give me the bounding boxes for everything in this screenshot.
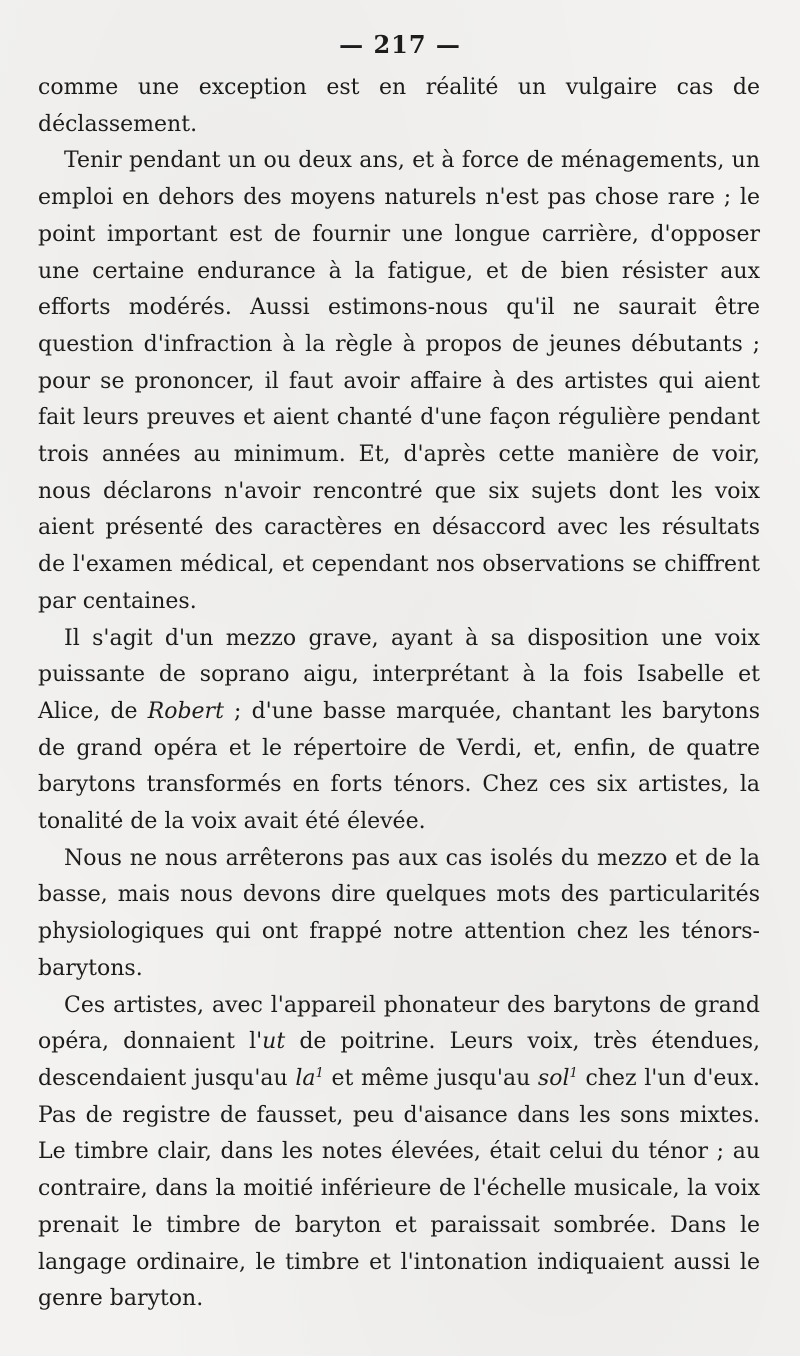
paragraph-5-text-b: de poitrine. Leurs voix, très étendues, descendaient jusqu'au [38,1029,760,1091]
paragraph-5-text-a: Ces artistes, avec l'appareil phonateur des barytons de grand opéra, donnaient l' [38,992,760,1055]
italic-ut: ut [262,1029,286,1055]
page-number: — 217 — [339,30,461,59]
italic-robert: Robert [147,698,224,724]
paragraph-3-text-a: Il s'agit d'un mezzo grave, ayant à sa disposition une voix puissante de soprano aigu, interprétant à la fois Isabelle et Alice, de [38,625,760,724]
superscript-la: 1 [315,1065,324,1081]
paragraph-5 [38,988,760,1318]
italic-la: la [295,1065,316,1091]
paragraph-5-text-c: et même jusqu'au [323,1065,538,1091]
paragraph-5-text-d: chez l'un d'eux. Pas de registre de fausset, peu d'aisance dans les sons mixtes. Le timbre clair, dans les notes élevées, était celui du ténor ; au contraire, dans la moitié inférieure de l'échelle musicale, la voix prenait le timbre de baryton et paraissait sombrée. Dans le langage ordinaire, le timbre et l'intonation indiquaient aussi le genre baryton. [38,1065,760,1312]
body-text [38,70,760,1318]
paragraph-1: comme une exception est en réalité un vulgaire cas de déclassement. [38,75,760,137]
paragraph-4: Nous ne nous arrêterons pas aux cas isolés du mezzo et de la basse, mais nous devons dire quelques mots des particularités physiologiques qui ont frappé notre attention chez les ténors-barytons. [38,845,760,981]
paragraph-2: Tenir pendant un ou deux ans, et à force de ménagements, un emploi en dehors des moyens naturels n'est pas chose rare ; le point important est de fournir une longue carrière, d'opposer une certaine endurance à la fatigue, et de bien résister aux efforts modérés. Aussi estimons-nous qu'il ne saurait être question d'infraction à la règle à propos de jeunes débutants ; pour se prononcer, il faut avoir affaire à des artistes qui aient fait leurs preuves et aient chanté d'une façon régulière pendant trois années au minimum. Et, d'après cette manière de voir, nous déclarons n'avoir rencontré que six sujets dont les voix aient présenté des caractères en désaccord avec les résultats de l'examen médical, et cependant nos observations se chiffrent par centaines. [38,148,760,614]
paragraph-3 [38,621,760,841]
superscript-sol: 1 [569,1065,578,1081]
italic-sol: sol [537,1065,570,1091]
paragraph-3-text-b: ; d'une basse marquée, chantant les barytons de grand opéra et le répertoire de Verdi, et, enfin, de quatre barytons transformés en forts ténors. Chez ces six artistes, la tonalité de la voix avait été élevée. [38,698,760,835]
